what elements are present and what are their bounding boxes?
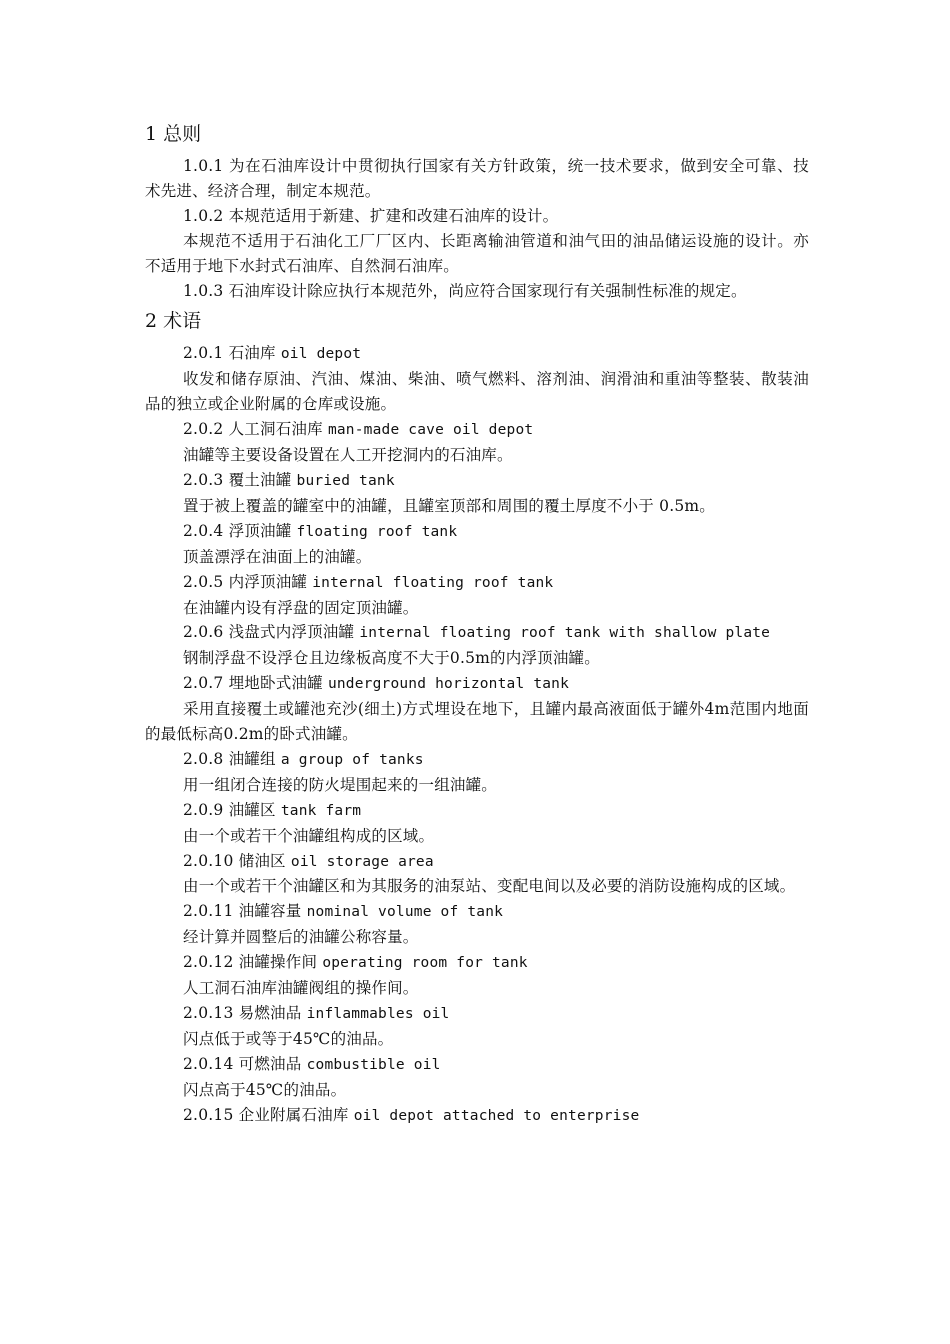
term-chinese: 易燃油品 <box>238 1004 302 1022</box>
term-english: oil storage area <box>290 853 434 870</box>
term-definition: 闪点低于或等于45℃的油品。 <box>183 1029 394 1048</box>
term-heading <box>145 671 809 697</box>
term-definition: 用一组闭合连接的防火堤围起来的一组油罐。 <box>183 775 498 794</box>
term-english: nominal volume of tank <box>306 904 504 921</box>
term-heading <box>145 570 809 596</box>
term-heading <box>145 417 809 443</box>
term-english: man-made cave oil depot <box>327 422 534 439</box>
term-english: underground horizontal tank <box>327 676 570 693</box>
term-heading <box>145 747 809 773</box>
term-heading <box>145 341 809 367</box>
term-heading <box>145 620 809 646</box>
term-heading <box>145 1001 809 1027</box>
term-english: oil depot <box>280 346 362 363</box>
term-heading <box>145 1103 809 1129</box>
term-english: operating room for tank <box>322 955 528 972</box>
document-page <box>145 118 809 1129</box>
term-chinese: 油罐区 <box>228 800 276 819</box>
term-english: internal floating roof tank with shallow plate <box>359 625 771 642</box>
term-definition: 收发和储存原油、汽油、煤油、柴油、喷气燃料、溶剂油、润滑油和重油等整装、散装油品的独立或企业附属的仓库或设施。 <box>145 370 809 414</box>
term-chinese: 油罐组 <box>228 749 276 768</box>
term-number: 2.0.3 <box>183 470 224 489</box>
term-chinese: 油罐容量 <box>238 902 302 921</box>
term-chinese: 石油库 <box>228 344 276 363</box>
term-heading <box>145 468 809 494</box>
term-definition: 在油罐内设有浮盘的固定顶油罐。 <box>183 598 419 617</box>
term-definition: 油罐等主要设备设置在人工开挖洞内的石油库。 <box>183 446 513 465</box>
term-number: 2.0.5 <box>183 572 224 591</box>
term-definition: 顶盖漂浮在油面上的油罐。 <box>183 547 372 566</box>
section-heading-general: 1 总则 <box>145 123 202 145</box>
term-chinese: 油罐操作间 <box>238 953 318 972</box>
term-number: 2.0.13 <box>183 1004 234 1022</box>
term-heading <box>145 849 809 875</box>
term-chinese: 人工洞石油库 <box>228 420 323 439</box>
term-chinese: 内浮顶油罐 <box>228 572 308 591</box>
term-english: a group of tanks <box>280 751 424 768</box>
term-number: 2.0.1 <box>183 344 224 363</box>
term-definition: 由一个或若干个油罐区和为其服务的油泵站、变配电间以及必要的消防设施构成的区域。 <box>183 877 796 896</box>
term-heading <box>145 519 809 545</box>
term-english: floating roof tank <box>296 523 458 540</box>
term-chinese: 覆土油罐 <box>228 470 292 489</box>
term-chinese: 浅盘式内浮顶油罐 <box>228 623 355 642</box>
term-number: 2.0.10 <box>183 851 234 870</box>
term-definition: 置于被上覆盖的罐室中的油罐，且罐室顶部和周围的覆土厚度不小于 0.5m。 <box>183 496 715 515</box>
term-definition: 采用直接覆土或罐池充沙(细土)方式埋设在地下，且罐内最高液面低于罐外4m范围内地面的最低标高0.2m的卧式油罐。 <box>145 700 809 744</box>
term-english: tank farm <box>280 802 362 819</box>
clause-1-0-2: 1.0.2 本规范适用于新建、扩建和改建石油库的设计。 <box>183 206 559 225</box>
term-english: inflammables oil <box>306 1006 450 1022</box>
term-number: 2.0.14 <box>183 1054 234 1073</box>
term-number: 2.0.2 <box>183 420 224 439</box>
term-number: 2.0.12 <box>183 953 234 972</box>
term-definition: 钢制浮盘不设浮仓且边缘板高度不大于0.5m的内浮顶油罐。 <box>183 649 600 668</box>
term-chinese: 企业附属石油库 <box>238 1105 349 1124</box>
term-english: oil depot attached to enterprise <box>353 1107 640 1124</box>
term-chinese: 埋地卧式油罐 <box>228 674 323 693</box>
term-number: 2.0.4 <box>183 521 224 540</box>
term-chinese: 浮顶油罐 <box>228 521 292 540</box>
term-chinese: 可燃油品 <box>238 1054 302 1073</box>
term-english: buried tank <box>296 472 395 489</box>
clause-1-0-2-note: 本规范不适用于石油化工厂厂区内、长距离输油管道和油气田的油品储运设施的设计。亦不适用于地下水封式石油库、自然洞石油库。 <box>145 231 809 275</box>
term-chinese: 储油区 <box>238 851 286 870</box>
term-definition: 由一个或若干个油罐组构成的区域。 <box>183 826 435 845</box>
clause-1-0-1: 1.0.1 为在石油库设计中贯彻执行国家有关方针政策，统一技术要求，做到安全可靠、技术先进、经济合理，制定本规范。 <box>145 157 809 200</box>
section-heading-terms: 2 术语 <box>145 310 202 333</box>
term-number: 2.0.6 <box>183 623 224 642</box>
term-heading <box>145 798 809 824</box>
term-english: combustible oil <box>306 1056 441 1073</box>
term-english: internal floating roof tank <box>312 574 554 591</box>
terms-list <box>145 341 809 1128</box>
term-heading <box>145 950 809 976</box>
term-number: 2.0.15 <box>183 1105 234 1124</box>
term-heading <box>145 1052 809 1078</box>
term-heading <box>145 899 809 925</box>
term-definition: 人工洞石油库油罐阀组的操作间。 <box>183 979 419 998</box>
term-number: 2.0.9 <box>183 800 224 819</box>
term-number: 2.0.11 <box>183 902 234 921</box>
term-definition: 闪点高于45℃的油品。 <box>183 1080 347 1099</box>
term-definition: 经计算并圆整后的油罐公称容量。 <box>183 928 419 947</box>
clause-1-0-3: 1.0.3 石油库设计除应执行本规范外，尚应符合国家现行有关强制性标准的规定。 <box>183 281 747 300</box>
term-number: 2.0.8 <box>183 749 224 768</box>
term-number: 2.0.7 <box>183 674 224 693</box>
